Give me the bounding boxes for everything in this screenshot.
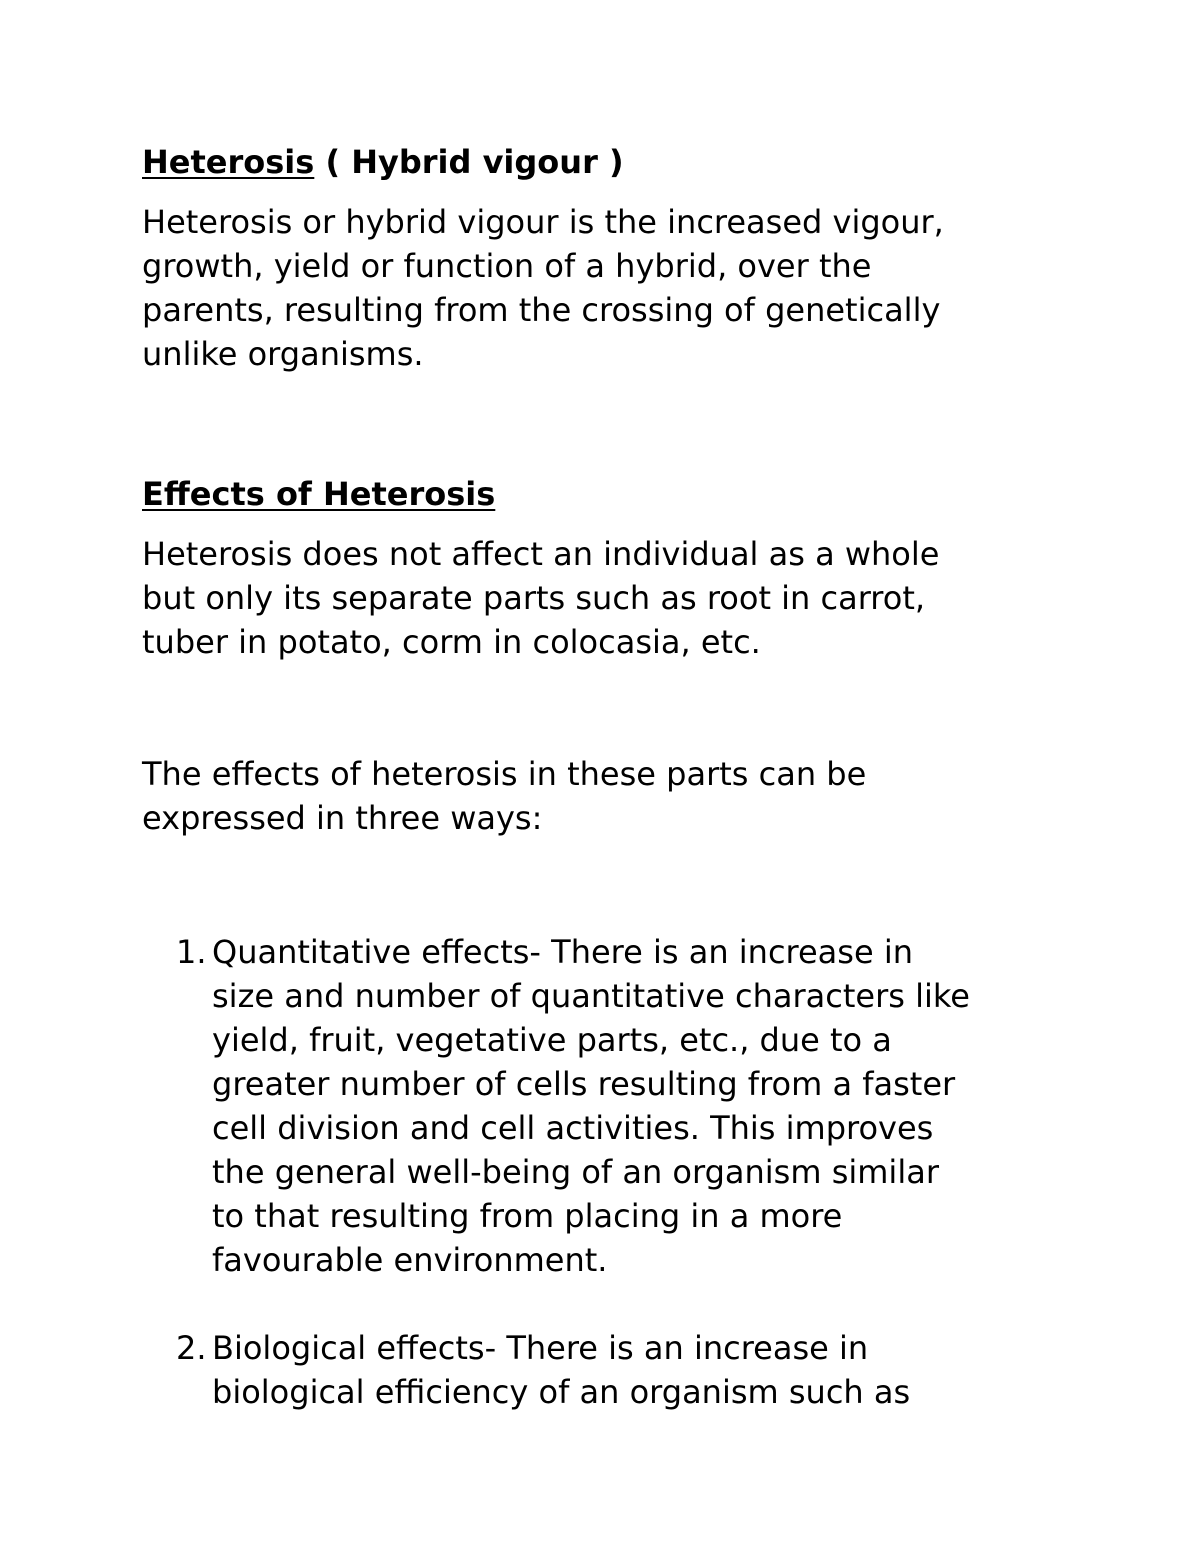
text-line: the general well-being of an organism similar [212, 1153, 939, 1191]
definition-paragraph [142, 200, 1042, 376]
list-item-biological [142, 1326, 1052, 1414]
text-line: growth, yield or function of a hybrid, over the [142, 247, 872, 285]
text-line: Heterosis or hybrid vigour is the increased vigour, [142, 203, 944, 241]
list-number: 1. [176, 933, 207, 971]
list-number: 2. [176, 1329, 207, 1367]
heading-effects-underlined: Effects of Heterosis [142, 475, 496, 513]
text-line: size and number of quantitative characters like [212, 977, 970, 1015]
effects-paragraph [142, 532, 1042, 664]
text-line: to that resulting from placing in a more [212, 1197, 843, 1235]
text-line: expressed in three ways: [142, 799, 543, 837]
text-line: greater number of cells resulting from a faster [212, 1065, 956, 1103]
heading-effects [142, 472, 1062, 516]
heading-heterosis [142, 140, 1062, 184]
text-line: Quantitative effects- There is an increase in [212, 933, 913, 971]
document-page [142, 140, 1062, 1414]
text-line: Biological effects- There is an increase in [212, 1329, 869, 1367]
text-line: Heterosis does not affect an individual as a whole [142, 535, 940, 573]
heading-heterosis-underlined: Heterosis [142, 143, 315, 181]
text-line: biological efficiency of an organism such as [212, 1373, 911, 1411]
text-line: favourable environment. [212, 1241, 608, 1279]
text-line: parents, resulting from the crossing of genetically [142, 291, 941, 329]
list-item-quantitative [142, 930, 1052, 1282]
text-line: cell division and cell activities. This improves [212, 1109, 934, 1147]
effects-list [142, 930, 1062, 1414]
text-line: The effects of heterosis in these parts can be [142, 755, 867, 793]
text-line: tuber in potato, corm in colocasia, etc. [142, 623, 761, 661]
intro-paragraph [142, 752, 962, 840]
heading-heterosis-rest: ( Hybrid vigour ) [314, 143, 624, 181]
text-line: yield, fruit, vegetative parts, etc., due to a [212, 1021, 892, 1059]
text-line: unlike organisms. [142, 335, 424, 373]
text-line: but only its separate parts such as root in carrot, [142, 579, 926, 617]
